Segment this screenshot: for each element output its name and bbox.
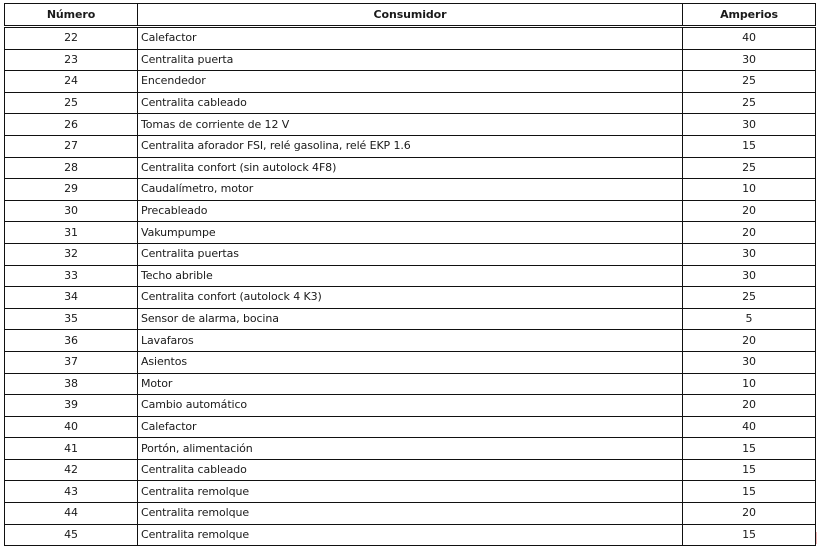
consumer-cell: Precableado [138,200,683,222]
fuse-number-cell: 26 [5,114,138,136]
fuse-number-cell: 29 [5,179,138,201]
header-row [5,4,816,27]
consumer-cell: Portón, alimentación [138,438,683,460]
consumer-cell: Caudalímetro, motor [138,179,683,201]
consumer-cell: Tomas de corriente de 12 V [138,114,683,136]
table-header [5,4,816,27]
amperes-cell: 20 [683,222,816,244]
amperes-cell: 15 [683,438,816,460]
amperes-cell: 25 [683,71,816,93]
amperes-cell: 20 [683,395,816,417]
consumer-cell: Centralita aforador FSI, relé gasolina, relé EKP 1.6 [138,135,683,157]
table-row [5,243,816,265]
table-row [5,200,816,222]
table-row [5,114,816,136]
consumer-cell: Calefactor [138,27,683,50]
consumer-cell: Centralita confort (sin autolock 4F8) [138,157,683,179]
fuse-number-cell: 28 [5,157,138,179]
table-row [5,438,816,460]
fuse-number-cell: 33 [5,265,138,287]
table-row [5,503,816,525]
fuse-number-cell: 35 [5,308,138,330]
edge-mark [816,532,817,544]
amperes-cell: 20 [683,503,816,525]
consumer-cell: Centralita remolque [138,524,683,546]
amperes-cell: 20 [683,200,816,222]
consumer-cell: Lavafaros [138,330,683,352]
amperes-cell: 15 [683,135,816,157]
consumer-cell: Vakumpumpe [138,222,683,244]
consumer-cell: Calefactor [138,416,683,438]
fuse-number-cell: 38 [5,373,138,395]
fuse-number-cell: 44 [5,503,138,525]
amperes-cell: 30 [683,49,816,71]
consumer-cell: Centralita remolque [138,481,683,503]
fuse-number-cell: 41 [5,438,138,460]
consumer-cell: Encendedor [138,71,683,93]
consumer-cell: Centralita puerta [138,49,683,71]
fuse-number-cell: 24 [5,71,138,93]
fuse-number-cell: 32 [5,243,138,265]
table-row [5,27,816,50]
amperes-cell: 40 [683,416,816,438]
table-row [5,481,816,503]
consumer-cell: Centralita cableado [138,459,683,481]
fuse-number-cell: 27 [5,135,138,157]
amperes-cell: 30 [683,351,816,373]
table-row [5,373,816,395]
fuse-number-cell: 34 [5,287,138,309]
consumer-cell: Asientos [138,351,683,373]
table-row [5,308,816,330]
fuse-number-cell: 23 [5,49,138,71]
amperes-cell: 25 [683,287,816,309]
consumer-cell: Centralita cableado [138,92,683,114]
fuse-number-cell: 36 [5,330,138,352]
amperes-cell: 40 [683,27,816,50]
table-row [5,49,816,71]
header-consumer: Consumidor [138,4,683,27]
fuse-number-cell: 40 [5,416,138,438]
fuse-number-cell: 22 [5,27,138,50]
table-row [5,179,816,201]
amperes-cell: 5 [683,308,816,330]
fuse-number-cell: 43 [5,481,138,503]
fuse-number-cell: 42 [5,459,138,481]
table-row [5,351,816,373]
consumer-cell: Centralita confort (autolock 4 K3) [138,287,683,309]
amperes-cell: 25 [683,157,816,179]
fuse-number-cell: 25 [5,92,138,114]
amperes-cell: 10 [683,373,816,395]
amperes-cell: 30 [683,243,816,265]
amperes-cell: 25 [683,92,816,114]
table-row [5,395,816,417]
consumer-cell: Techo abrible [138,265,683,287]
fuse-number-cell: 39 [5,395,138,417]
table-row [5,265,816,287]
consumer-cell: Centralita remolque [138,503,683,525]
header-number: Número [5,4,138,27]
fuse-number-cell: 37 [5,351,138,373]
header-amperes: Amperios [683,4,816,27]
amperes-cell: 20 [683,330,816,352]
fuse-number-cell: 31 [5,222,138,244]
table-row [5,459,816,481]
consumer-cell: Motor [138,373,683,395]
consumer-cell: Sensor de alarma, bocina [138,308,683,330]
amperes-cell: 15 [683,459,816,481]
table-row [5,222,816,244]
amperes-cell: 30 [683,265,816,287]
table-row [5,92,816,114]
amperes-cell: 15 [683,481,816,503]
table-row [5,71,816,93]
fuse-number-cell: 45 [5,524,138,546]
amperes-cell: 10 [683,179,816,201]
consumer-cell: Cambio automático [138,395,683,417]
amperes-cell: 30 [683,114,816,136]
fuse-table [4,3,816,546]
table-row [5,157,816,179]
table-row [5,287,816,309]
table-body [5,27,816,546]
fuse-number-cell: 30 [5,200,138,222]
consumer-cell: Centralita puertas [138,243,683,265]
table-row [5,135,816,157]
table-row [5,524,816,546]
table-row [5,416,816,438]
amperes-cell: 15 [683,524,816,546]
table-row [5,330,816,352]
